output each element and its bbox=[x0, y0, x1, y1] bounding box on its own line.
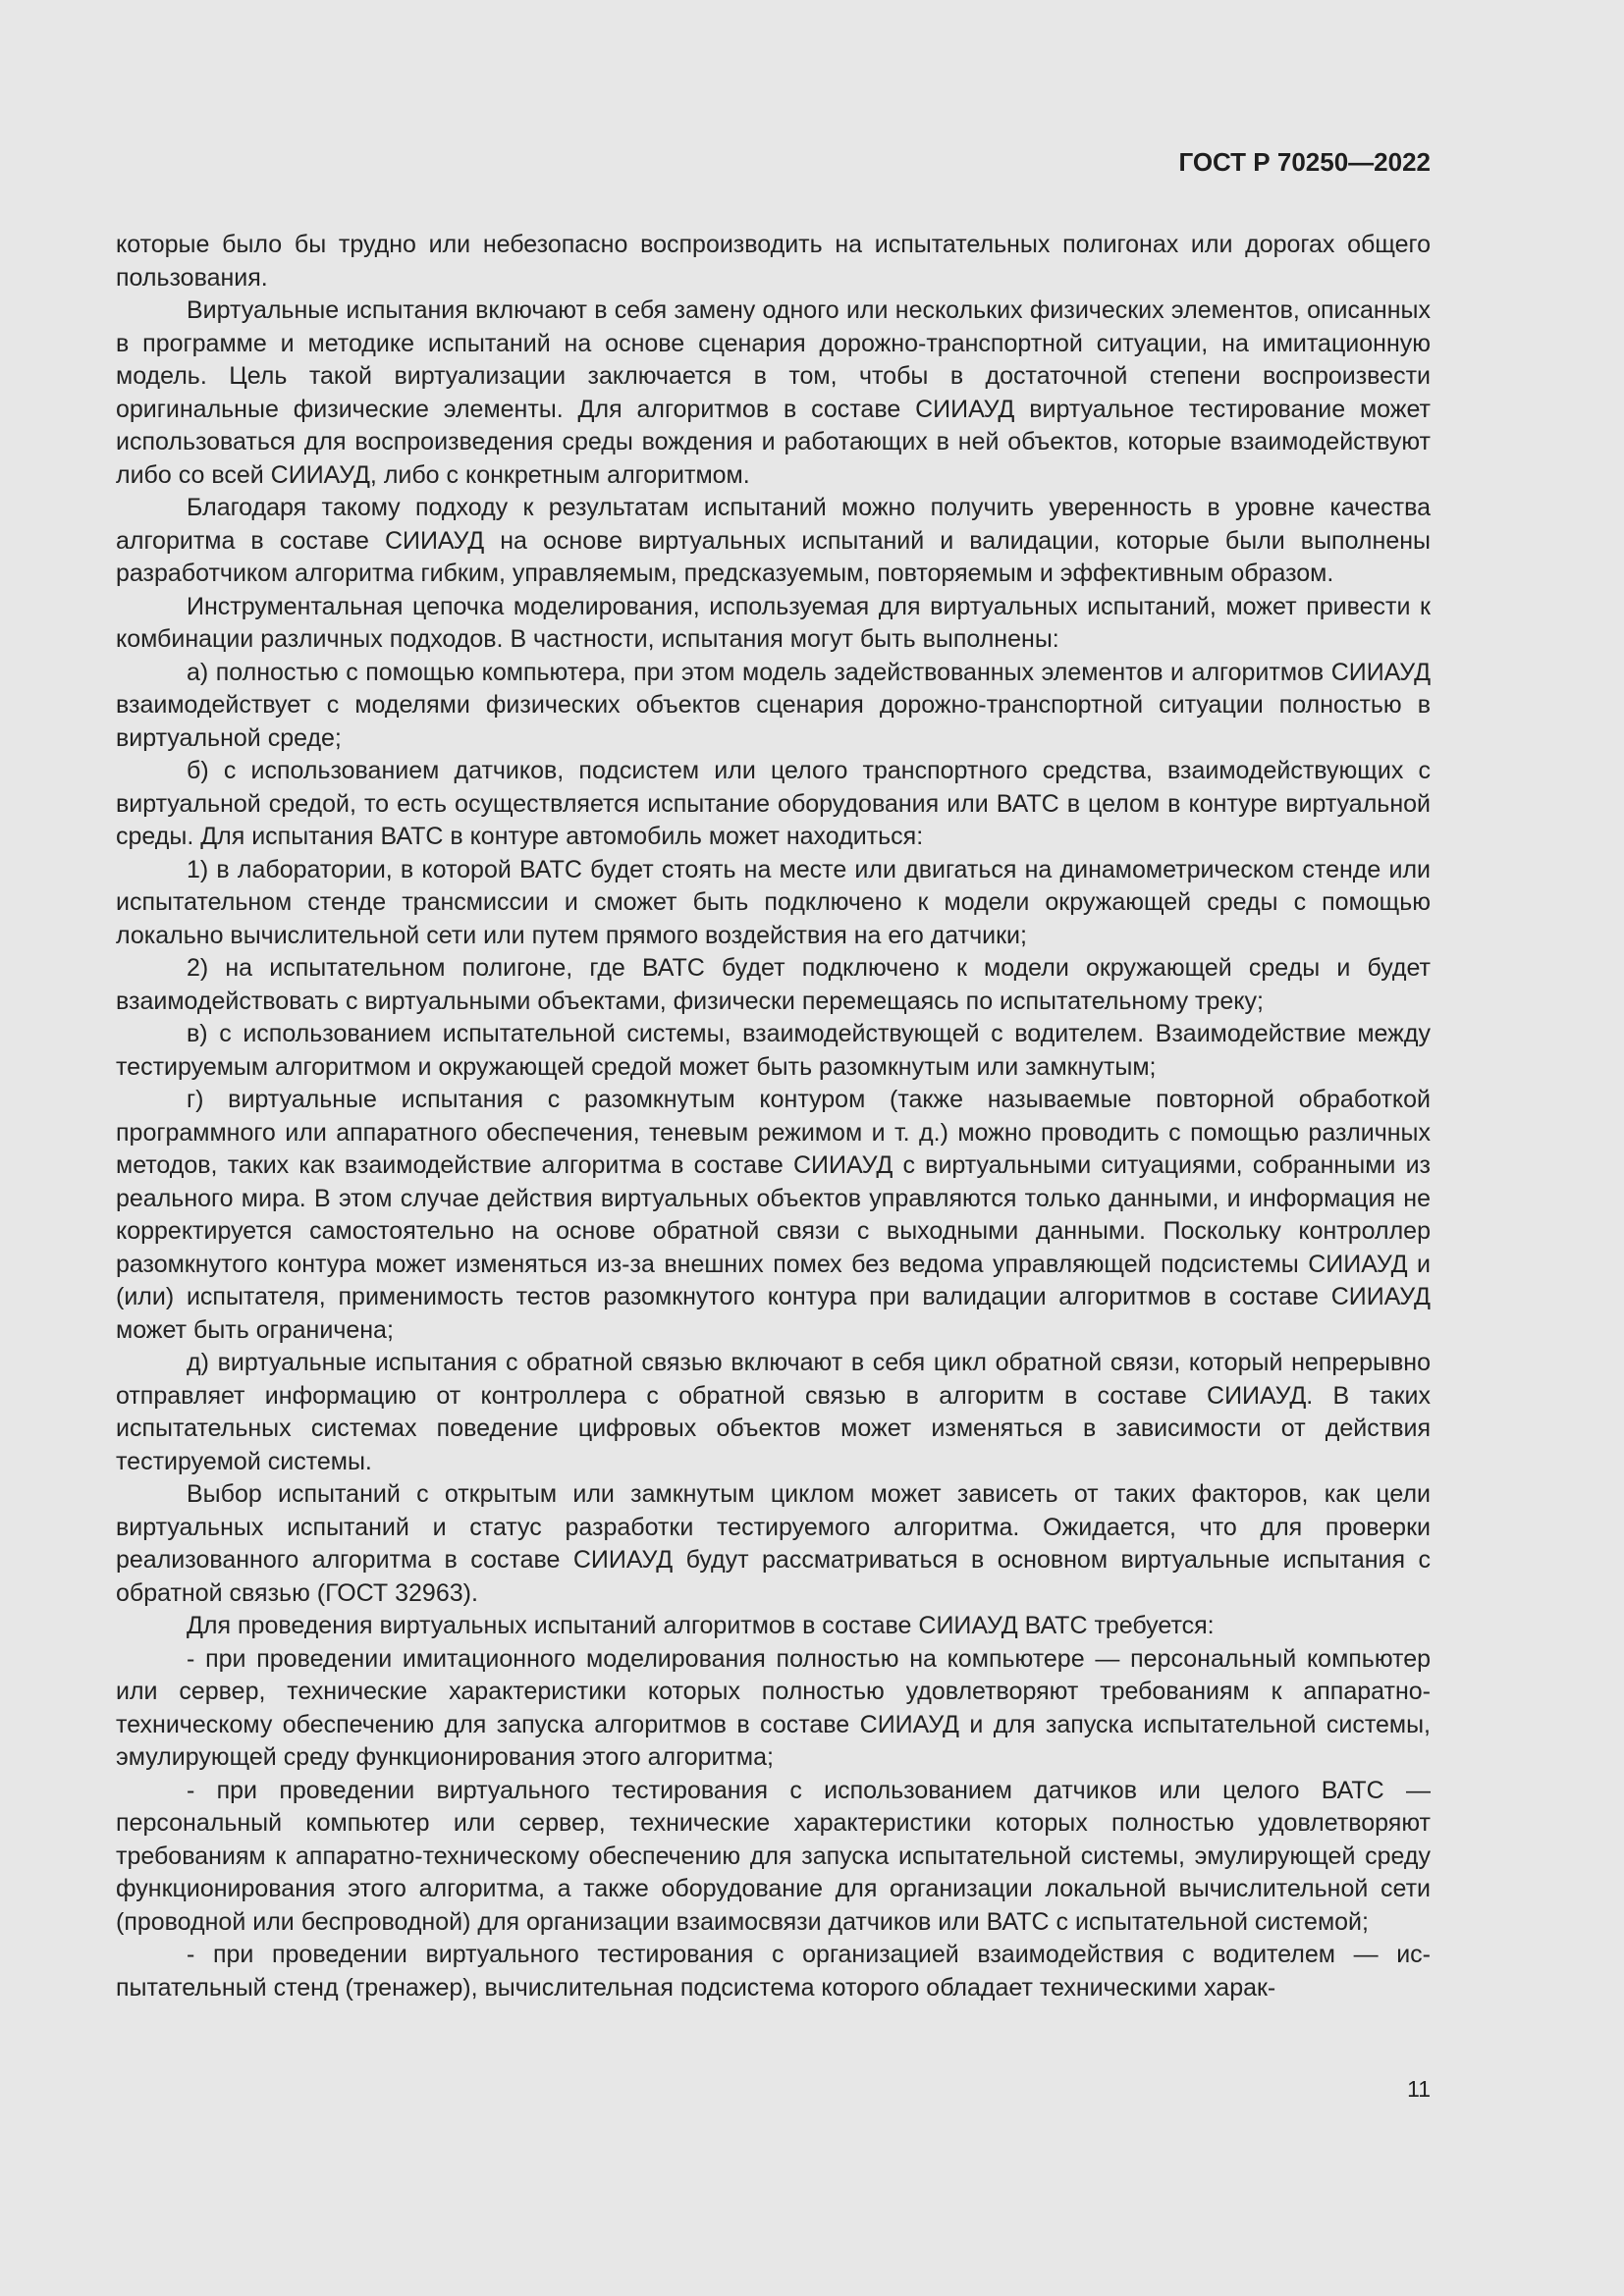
body-paragraph: 2) на испытательном полигоне, где ВАТС будет подключено к модели окружающей среды и будет взаимодействовать с виртуальными объектами, физически перемещаясь по испытательному треку; bbox=[116, 954, 1431, 1015]
body-paragraph: 1) в лаборатории, в которой ВАТС будет стоять на месте или двигаться на динамометрическом стенде или испытательном стенде трансмиссии и сможет быть подключено к модели окружающей среды с помощью локально вычислительной сети или путем прямого воздействия на его датчики; bbox=[116, 855, 1431, 949]
body-paragraph: Инструментальная цепочка моделирования, используемая для виртуальных испытаний, может привести к комбинации различных подходов. В частности, испытания могут быть выполнены: bbox=[116, 592, 1431, 653]
document-standard-id: ГОСТ Р 70250—2022 bbox=[1178, 147, 1431, 177]
body-paragraph: Для проведения виртуальных испытаний алгоритмов в составе СИИАУД ВАТС требуется: bbox=[187, 1612, 1215, 1639]
body-paragraph: - при проведении имитационного моделирования полностью на компьютере — персональный компьютер или сервер, технические характеристики которых полностью удовлетворяют требованиям к аппаратно-техническому обеспечению для запуска алгоритмов в составе СИИАУД и для запуска испытательной системы, эмулирующей среду функционирования этого алгоритма; bbox=[116, 1644, 1431, 1771]
body-paragraph: б) с использованием датчиков, подсистем или целого транспортного средства, взаимодействующих с виртуальной средой, то есть осуществляется испытание оборудования или ВАТС в целом в контуре виртуальной среды. Для испытания ВАТС в контуре автомобиль может находиться: bbox=[116, 757, 1431, 850]
body-paragraph: которые было бы трудно или небезопасно воспроизводить на испытательных полигонах или дорогах общего пользования. bbox=[116, 231, 1431, 292]
body-paragraph: Выбор испытаний с открытым или замкнутым циклом может зависеть от таких факторов, как цели виртуальных испытаний и статус разработки тестируемого алгоритма. Ожидается, что для проверки реализованного алгоритма в составе СИИАУД будут рассматриваться в основном виртуальные испытания с обратной связью (ГОСТ 32963). bbox=[116, 1480, 1431, 1607]
body-paragraph: д) виртуальные испытания с обратной связью включают в себя цикл обратной связи, который непрерывно отправляет информацию от контроллера с обратной связью в алгоритм в составе СИИАУД. В таких испытательных системах поведение цифровых объектов может изменяться в зависимости от действия тестируемой системы. bbox=[116, 1349, 1431, 1475]
body-paragraph: Благодаря такому подходу к результатам испытаний можно получить уверенность в уровне качества алгоритма в составе СИИАУД на основе виртуальных испытаний и валидации, которые были выполнены разработчиком алгоритма гибким, управляемым, предсказуемым, повторяемым и эффективным образом. bbox=[116, 494, 1431, 587]
body-paragraph: Виртуальные испытания включают в себя замену одного или нескольких физических элементов, описанных в программе и методике испытаний на основе сценария дорожно-транспортной ситуации, на имитационную модель. Цель такой виртуализации заключается в том, чтобы в достаточной степени воспроизвести оригинальные физические элементы. Для алгоритмов в составе СИИАУД виртуальное тестирование может использоваться для воспроизведения среды вождения и работающих в ней объектов, которые взаимодействуют либо со всей СИИАУД, либо с конкретным алгоритмом. bbox=[116, 296, 1431, 489]
body-paragraph: г) виртуальные испытания с разомкнутым контуром (также называемые повторной обработкой программного или аппаратного обеспечения, теневым режимом и т. д.) можно проводить с помощью различных методов, таких как взаимодействие алгоритма в составе СИИАУД с виртуальными ситуациями, собранными из реального мира. В этом случае действия виртуальных объектов управляются только данными, и информация не корректируется самостоятельно на основе обратной связи с выходными данными. Поскольку контроллер разомкнутого контура может изменяться из-за внешних помех без ведома управляющей подсистемы СИИАУД и (или) испытателя, применимость тестов разомкнутого контура при валидации алгоритмов в составе СИИАУД может быть ограничена; bbox=[116, 1086, 1431, 1344]
document-body bbox=[116, 229, 1431, 2004]
body-paragraph: в) с использованием испытательной системы, взаимодействующей с водителем. Взаимодействие между тестируемым алгоритмом и окружающей средой может быть разомкнутым или замкнутым; bbox=[116, 1020, 1431, 1081]
body-paragraph: - при проведении виртуального тестирования с использованием датчиков или целого ВАТС — персональный компьютер или сервер, технические характеристики которых полностью удовлетворяют требованиям к аппаратно-техническому обеспечению для запуска испытательной системы, эмулирующей среду функционирования этого алгоритма, а также оборудование для организации локальной вычислительной сети (проводной или беспроводной) для организации взаимосвязи датчиков или ВАТС с испытательной системой; bbox=[116, 1776, 1431, 1936]
body-paragraph: а) полностью с помощью компьютера, при этом модель задействованных элементов и алгоритмов СИИАУД взаимодействует с моделями физических объектов сценария дорожно-транспортной ситуации полностью в виртуальной среде; bbox=[116, 658, 1431, 752]
body-paragraph: - при проведении виртуального тестирования с организацией взаимодействия с водителем — испытательный стенд (тренажер), вычислительная подсистема которого обладает техническими харак- bbox=[116, 1941, 1431, 2002]
page-number: 11 bbox=[1407, 2076, 1431, 2102]
